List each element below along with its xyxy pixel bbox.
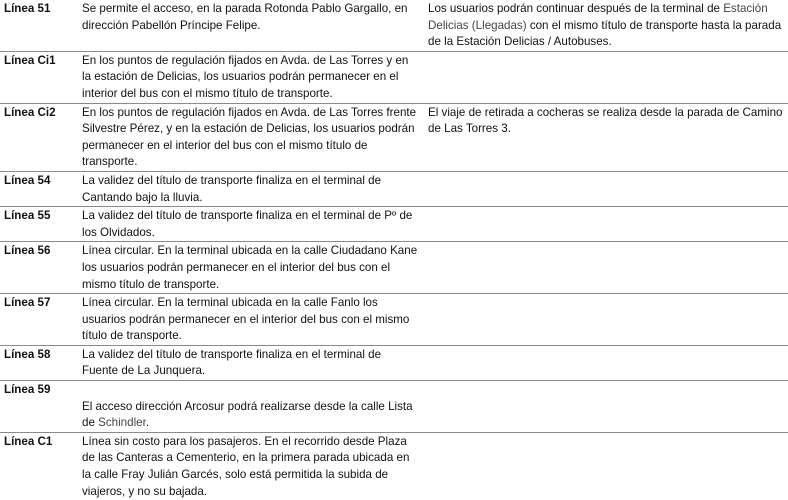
line-note <box>424 171 788 206</box>
station-link-text: Estación Delicias (Llegadas) <box>428 2 768 32</box>
line-description: Línea sin costo para los pasajeros. En el recorrido desde Plaza de las Canteras a Cementerio, en la primera parada ubicada en la calle Fray Julián Garcés, solo está permitida la subida de viajeros, y no su bajada. <box>82 434 410 498</box>
line-description: En los puntos de regulación fijados en Avda. de Las Torres y en la estación de Delicias, los usuarios podrán permanecer en el interior del bus con el mismo título de transporte. <box>78 51 424 103</box>
table-row <box>0 171 788 206</box>
line-name: Línea C1 <box>4 434 53 448</box>
line-note <box>424 51 788 103</box>
line-name: Línea 59 <box>0 381 78 433</box>
table-row <box>0 242 788 294</box>
line-name: Línea 57 <box>0 294 78 346</box>
line-name: Línea 56 <box>0 242 78 294</box>
line-description: Línea circular. En la terminal ubicada en la calle Fanlo los usuarios podrán permanecer en el interior del bus con el mismo título de transporte. <box>78 294 424 346</box>
line-description: Línea circular. En la terminal ubicada en la calle Ciudadano Kane los usuarios podrán permanecer en el interior del bus con el mismo título de transporte. <box>78 242 424 294</box>
line-description <box>78 381 424 433</box>
line-note <box>424 0 788 51</box>
street-link-text: Schindler <box>98 416 146 430</box>
table-row <box>0 381 788 433</box>
line-note <box>424 381 788 433</box>
line-note <box>424 242 788 294</box>
line-name: Línea Ci1 <box>0 51 78 103</box>
description-text: . <box>145 416 150 430</box>
line-name: Línea 58 <box>0 345 78 380</box>
line-description: En los puntos de regulación fijados en Avda. de Las Torres frente Silvestre Pérez, y en la estación de Delicias, los usuarios podrán permanecer en el interior del bus con el mismo título de transporte. <box>78 103 424 171</box>
line-description: La validez del título de transporte finaliza en el terminal de Pº de los Olvidados. <box>78 207 424 242</box>
line-note: El viaje de retirada a cocheras se realiza desde la parada de Camino de Las Torres 3. <box>424 103 788 171</box>
line-name: Línea 51 <box>0 0 78 51</box>
line-note <box>424 432 788 500</box>
line-note <box>424 207 788 242</box>
line-description: Se permite el acceso, en la parada Rotonda Pablo Gargallo, en dirección Pabellón Príncipe Felipe. <box>78 0 424 51</box>
table-row <box>0 207 788 242</box>
line-note <box>424 294 788 346</box>
description-text: El acceso dirección Arcosur podrá realizarse desde la calle Lista de <box>82 399 413 430</box>
table-row <box>0 103 788 171</box>
note-text: con el mismo título de transporte hasta la parada de la Estación Delicias / Autobuses. <box>428 18 782 49</box>
note-text: Los usuarios podrán continuar después de la terminal de <box>428 2 724 15</box>
line-name: Línea Ci2 <box>0 103 78 171</box>
line-name: Línea 55 <box>0 207 78 242</box>
table-row <box>0 345 788 380</box>
line-note <box>424 345 788 380</box>
table-row <box>0 294 788 346</box>
line-description: La validez del título de transporte finaliza en el terminal de Cantando bajo la lluvia. <box>78 171 424 206</box>
blank-line <box>82 382 420 399</box>
table-row <box>0 432 788 500</box>
table-row <box>0 0 788 51</box>
table-row <box>0 51 788 103</box>
line-name: Línea 54 <box>0 171 78 206</box>
line-description: La validez del título de transporte finaliza en el terminal de Fuente de La Junquera. <box>78 345 424 380</box>
